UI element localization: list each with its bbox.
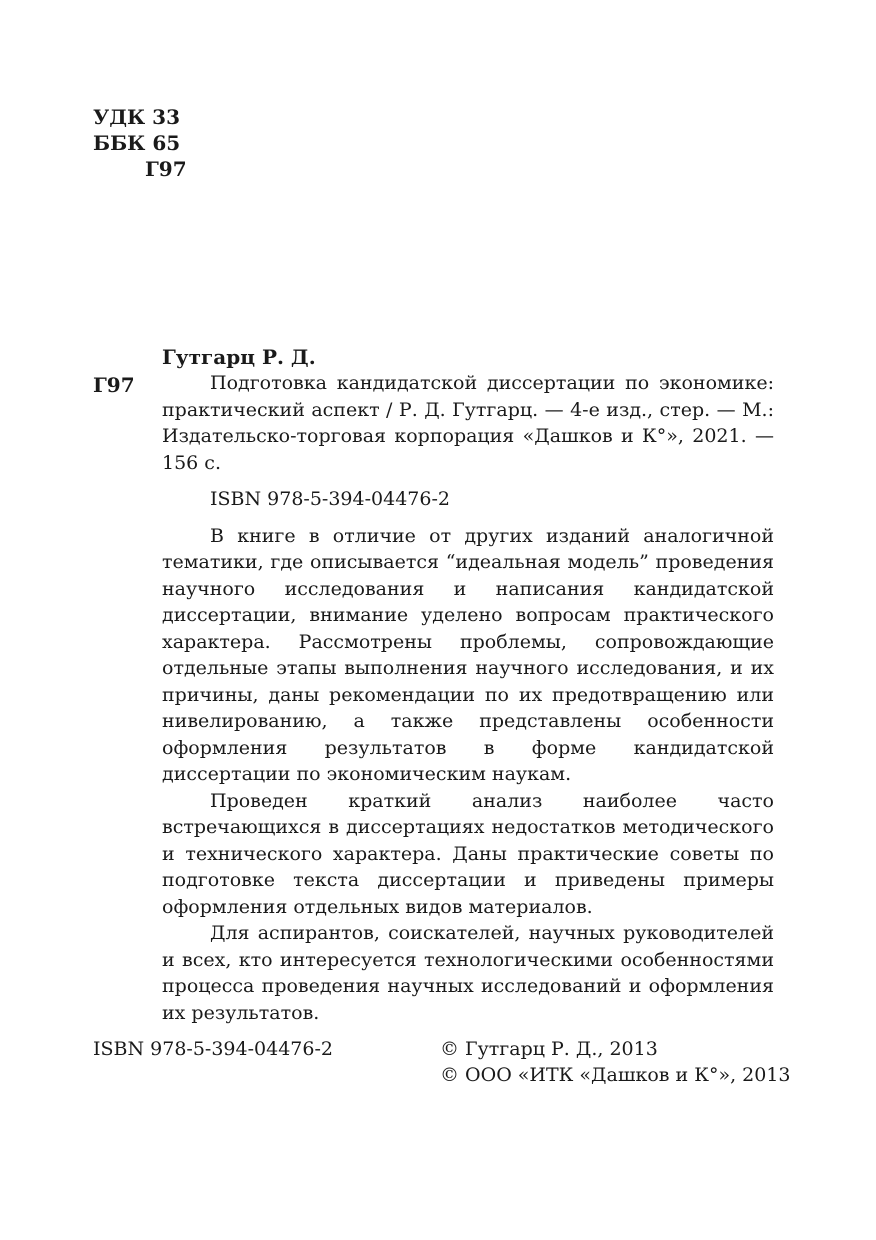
annotation-paragraph: В книге в отличие от других изданий аналогичной тематики, где описывается “идеальная модель” проведения научного исследования и написания кандидатской диссертации, внимание уделено вопросам практического характера. Рассмотрены проблемы, сопровождающие отдельные этапы выполнения научного исследования, и их причины, даны рекомендации по их предотвращению или нивелированию, а также представлены особенности оформления результатов в форме кандидатской диссертации по экономическим наукам.: [162, 524, 774, 785]
record-isbn: ISBN 978-5-394-04476-2: [210, 488, 450, 510]
copyright-block: [440, 1036, 791, 1088]
footer-isbn: ISBN 978-5-394-04476-2: [93, 1038, 333, 1060]
bibliographic-record: [162, 370, 774, 1026]
side-author-sign: Г97: [93, 373, 135, 397]
bbk-code: ББК 65: [93, 131, 181, 155]
copyright-publisher: © ООО «ИТК «Дашков и К°», 2013: [440, 1064, 791, 1086]
annotation-paragraph: Проведен краткий анализ наиболее часто встречающихся в диссертациях недостатков методического и технического характера. Даны практические советы по подготовке текста диссертации и приведены примеры оформления отдельных видов материалов.: [162, 789, 774, 918]
author-sign: Г97: [145, 157, 187, 181]
copyright-author: © Гутгарц Р. Д., 2013: [440, 1038, 658, 1060]
bibliographic-description: Подготовка кандидатской диссертации по экономике: практический аспект / Р. Д. Гутгарц. — 4-е изд., стер. — М.: Издательско-торговая корпорация «Дашков и К°», 2021. — 156 с.: [162, 372, 774, 474]
annotation-paragraph: Для аспирантов, соискателей, научных руководителей и всех, кто интересуется технологическими особенностями процесса проведения научных исследований и оформления их результатов.: [162, 922, 774, 1024]
udk-code: УДК 33: [93, 105, 181, 129]
classification-codes: [93, 104, 187, 182]
author-heading: Гутгарц Р. Д.: [162, 345, 316, 369]
